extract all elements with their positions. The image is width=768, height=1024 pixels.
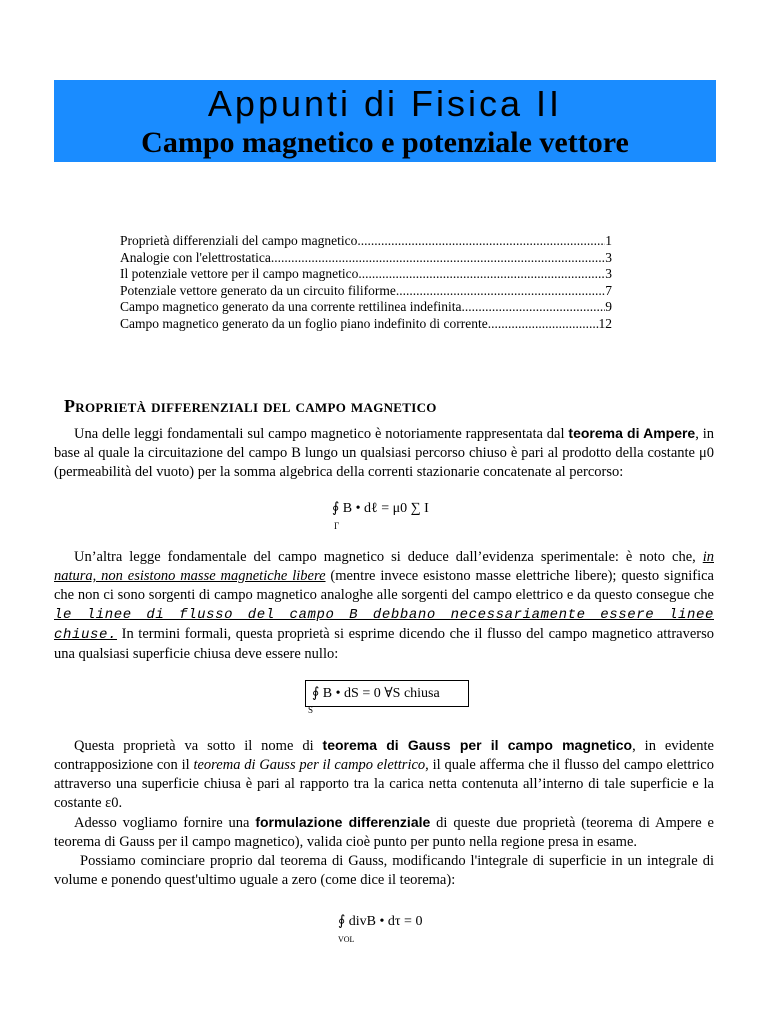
toc-entry[interactable] xyxy=(120,316,612,333)
text: Questa proprietà va sotto il nome di xyxy=(74,738,323,754)
emphasis: teorema di Gauss per il campo elettrico xyxy=(193,757,426,773)
toc-page: 3 xyxy=(605,266,612,281)
toc-label: Campo magnetico generato da una corrente rettilinea indefinita xyxy=(120,299,462,314)
toc-entry[interactable] xyxy=(120,299,612,316)
text: Un’altra legge fondamentale del campo magnetico si deduce dall’evidenza sperimentale: è noto che, xyxy=(74,549,703,565)
toc-label: Campo magnetico generato da un foglio piano indefinito di corrente xyxy=(120,315,488,331)
section-heading: Proprietà differenziali del campo magnetico xyxy=(64,396,437,416)
equation-subscript: Γ xyxy=(334,521,340,531)
toc-entry[interactable] xyxy=(120,266,612,283)
equation-gauss-magnetic: ∮ B • dS = 0 ∀S chiusa xyxy=(305,680,469,707)
toc-entry[interactable] xyxy=(120,233,612,250)
emphasis: teorema di Ampere xyxy=(568,425,696,441)
emphasis: teorema di Gauss per il campo magnetico xyxy=(322,737,633,753)
toc-label: Il potenziale vettore per il campo magnetico xyxy=(120,266,359,281)
text: Adesso vogliamo fornire una xyxy=(74,815,256,831)
emphasis: formulazione differenziale xyxy=(255,814,431,830)
document-subtitle: Campo magnetico e potenziale vettore xyxy=(141,126,629,159)
toc-label: Potenziale vettore generato da un circuito filiforme xyxy=(120,282,396,298)
text: , in evidente contrapposizione con il xyxy=(54,738,714,773)
text: Possiamo cominciare proprio dal teorema di Gauss, modificando l'integrale di superficie in un integrale di volume e ponendo quest'ultimo uguale a zero (come dice il teorema): xyxy=(54,853,714,888)
equation-subscript: VOL xyxy=(338,935,355,944)
toc-page: 7 xyxy=(605,282,612,298)
text: (mentre invece esistono masse elettriche libere); questo significa che non ci sono sorgenti di campo magnetico analoghe alle sorgenti del campo elettrico e da questo consegue che xyxy=(54,568,714,603)
equation-ampere: ∮ B • dℓ = μ0 ∑ I xyxy=(332,501,429,516)
table-of-contents xyxy=(120,233,612,332)
paragraph-gauss xyxy=(54,736,714,890)
emphasis: in natura, non esistono masse magnetiche libere xyxy=(54,549,714,584)
paragraph-no-monopoles xyxy=(54,548,714,664)
text: In termini formali, questa proprietà si esprime dicendo che il flusso del campo magnetico attraverso una qualsiasi superficie chiusa deve essere nullo: xyxy=(54,626,714,662)
toc-entry[interactable] xyxy=(120,283,612,300)
text: di queste due proprietà (teorema di Ampere e teorema di Gauss per il campo magnetico), valida cioè punto per punto nella regione presa in esame. xyxy=(54,815,714,850)
text: Una delle leggi fondamentali sul campo magnetico è notoriamente rappresentata dal xyxy=(74,426,569,442)
toc-page: 12 xyxy=(598,315,612,331)
toc-entry[interactable] xyxy=(120,250,612,267)
equation-subscript: S xyxy=(308,705,314,715)
title-banner xyxy=(54,80,716,162)
text: , il quale afferma che il flusso del campo elettrico attraverso una superficie chiusa è pari al rapporto tra la carica netta contenuta all’interno di tale superficie e la costante ε0. xyxy=(54,757,714,811)
equation-divergence: ∮ divB • dτ = 0 xyxy=(338,914,423,929)
text: , in base al quale la circuitazione del campo B lungo un qualsiasi percorso chiuso è pari al prodotto della costante μ0 (permeabilità del vuoto) per la somma algebrica della correnti stazionarie concatenate al percorso: xyxy=(54,426,715,480)
toc-label: Proprietà differenziali del campo magnetico xyxy=(120,233,358,248)
paragraph-ampere xyxy=(54,424,714,482)
toc-page: 3 xyxy=(605,249,612,265)
toc-label: Analogie con l'elettrostatica xyxy=(120,249,271,265)
toc-page: 1 xyxy=(605,233,612,248)
toc-page: 9 xyxy=(605,299,612,314)
document-title: Appunti di Fisica II xyxy=(207,83,563,124)
emphasis: le linee di flusso del campo B debbano necessariamente essere linee chiuse. xyxy=(54,607,714,643)
